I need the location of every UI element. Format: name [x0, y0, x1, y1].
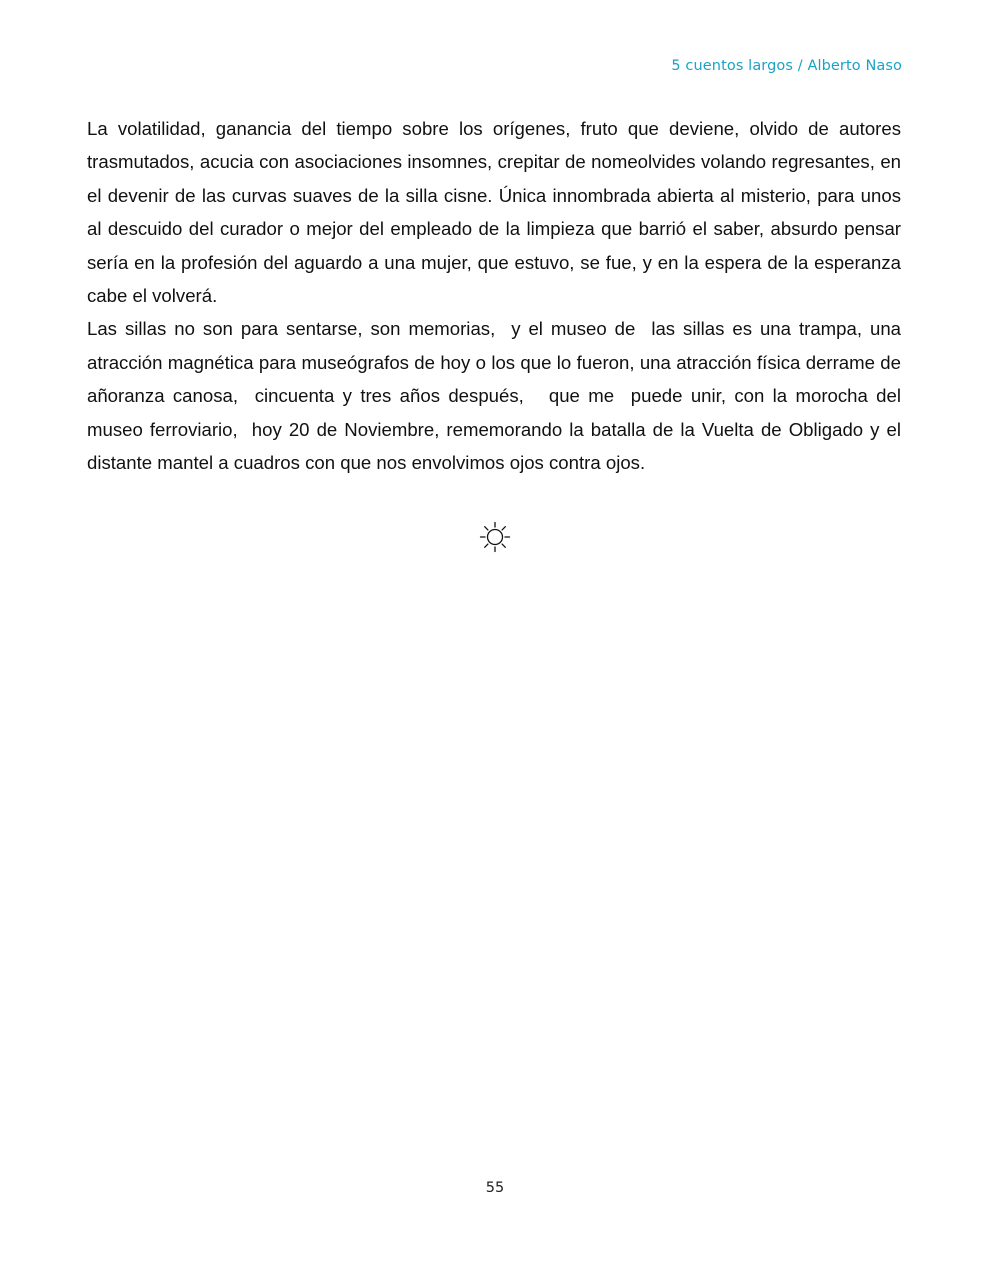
- paragraph: Las sillas no son para sentarse, son memorias, y el museo de las sillas es una trampa, una atracción magnética para museógrafos de hoy o los que lo fueron, una atracción física derrame de añoranza canosa, cincuenta y tres años después, que me puede unir, con la morocha del museo ferroviario, hoy 20 de Noviembre, rememorando la batalla de la Vuelta de Obligado y el distante mantel a cuadros con que nos envolvimos ojos contra ojos.: [87, 318, 907, 474]
- running-header: 5 cuentos largos / Alberto Naso: [671, 58, 902, 74]
- paragraph: La volatilidad, ganancia del tiempo sobre los orígenes, fruto que deviene, olvido de autores trasmutados, acucia con asociaciones insomnes, crepitar de nomeolvides volando regresantes, en el devenir de las curvas suaves de la silla cisne. Única innombrada abierta al misterio, para unos al descuido del curador o mejor del empleado de la limpieza que barrió el saber, absurdo pensar sería en la profesión del aguardo a una mujer, que estuvo, se fue, y en la espera de la esperanza cabe el volverá.: [87, 118, 907, 307]
- body-text: [87, 112, 907, 479]
- page-number: 55: [485, 1180, 505, 1196]
- sun-icon: [478, 520, 512, 554]
